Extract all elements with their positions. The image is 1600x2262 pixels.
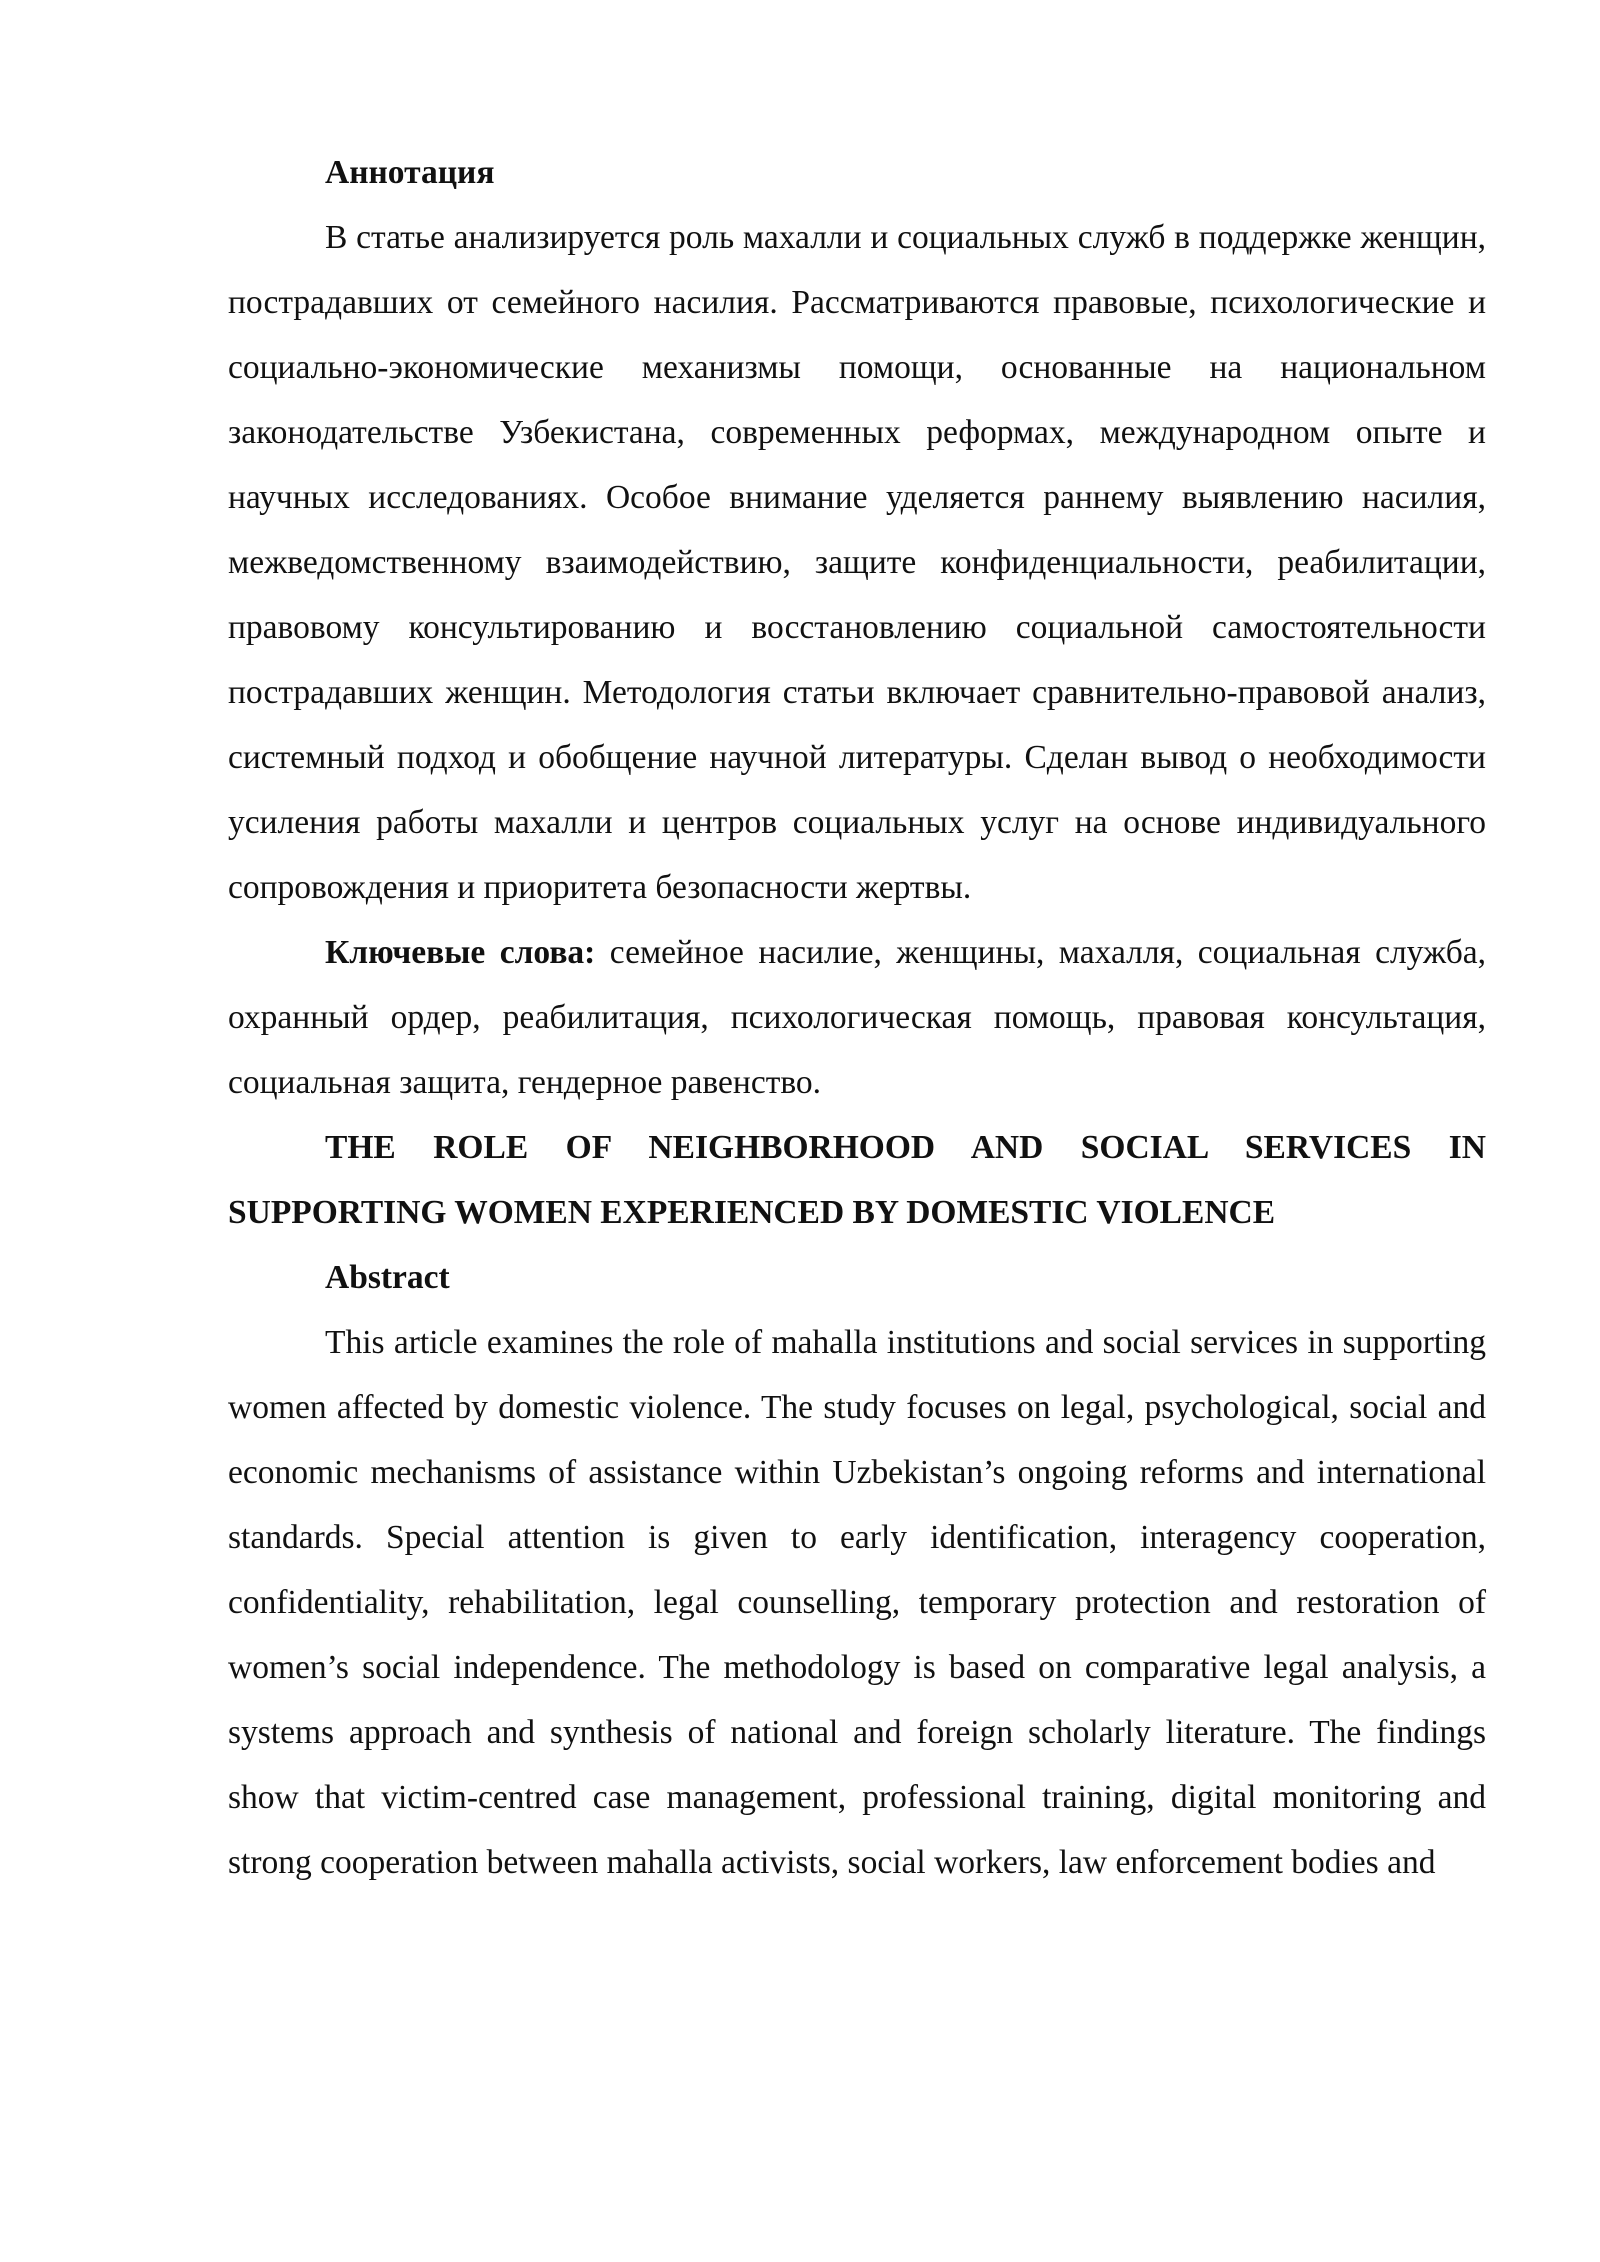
- keywords-label: Ключевые слова:: [325, 934, 596, 971]
- annotation-heading: Аннотация: [325, 154, 495, 191]
- keywords-paragraph: [228, 920, 1486, 1115]
- abstract-paragraph: This article examines the role of mahalla institutions and social services in supporting women affected by domestic violence. The study focuses on legal, psychological, social and economic mechanisms of assistance within Uzbekistan’s ongoing reforms and international standards. Special attention is given to early identification, interagency cooperation, confidentiality, rehabilitation, legal counselling, temporary protection and restoration of women’s social independence. The methodology is based on comparative legal analysis, a systems approach and synthesis of national and foreign scholarly literature. The findings show that victim-centred case management, professional training, digital monitoring and strong cooperation between mahalla activists, social workers, law enforcement bodies and: [228, 1324, 1486, 1881]
- english-title: THE ROLE OF NEIGHBORHOOD AND SOCIAL SERVICES IN SUPPORTING WOMEN EXPERIENCED BY DOMESTIC VIOLENCE: [228, 1129, 1486, 1231]
- document-page: [228, 140, 1486, 1895]
- keywords-text: семейное насилие, женщины, махалля, социальная служба, охранный ордер, реабилитация, психологическая помощь, правовая консультация, социальная защита, гендерное равенство.: [228, 934, 1486, 1101]
- annotation-paragraph: В статье анализируется роль махалли и социальных служб в поддержке женщин, пострадавших от семейного насилия. Рассматриваются правовые, психологические и социально-экономические механизмы помощи, основанные на национальном законодательстве Узбекистана, современных реформах, международном опыте и научных исследованиях. Особое внимание уделяется раннему выявлению насилия, межведомственному взаимодействию, защите конфиденциальности, реабилитации, правовому консультированию и восстановлению социальной самостоятельности пострадавших женщин. Методология статьи включает сравнительно-правовой анализ, системный подход и обобщение научной литературы. Сделан вывод о необходимости усиления работы махалли и центров социальных услуг на основе индивидуального сопровождения и приоритета безопасности жертвы.: [228, 219, 1486, 906]
- abstract-heading: Abstract: [325, 1259, 450, 1296]
